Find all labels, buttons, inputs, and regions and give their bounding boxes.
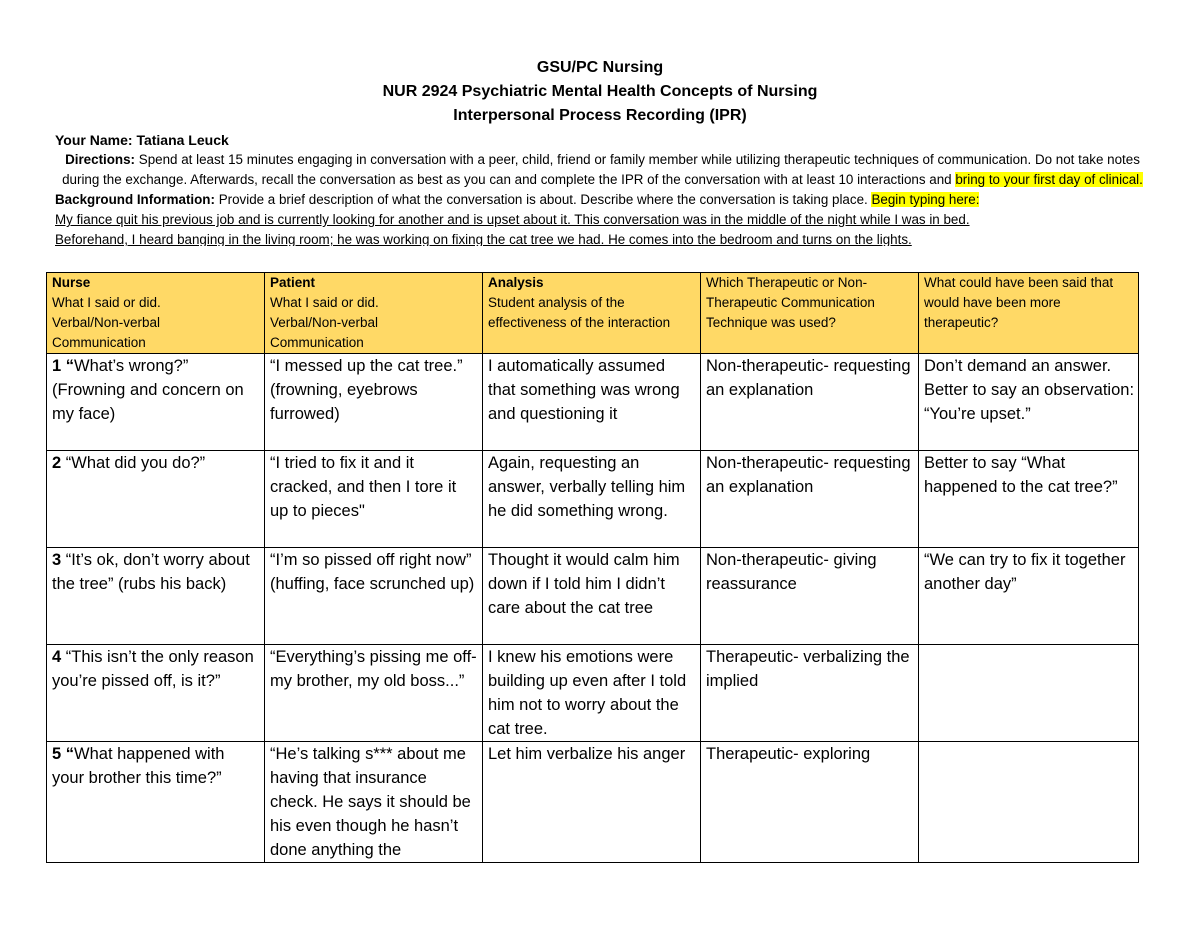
- directions-label: Directions:: [65, 152, 136, 167]
- cell-better-response: [919, 645, 1139, 742]
- title-line-3: Interpersonal Process Recording (IPR): [453, 107, 747, 124]
- cell-nurse: 3 “It’s ok, don’t worry about the tree” (rubs his back): [47, 548, 265, 645]
- table-row: [47, 742, 1139, 863]
- ipr-table: [46, 272, 1139, 863]
- cell-nurse: 4 “This isn’t the only reason you’re pissed off, is it?”: [47, 645, 265, 742]
- cell-patient: “I tried to fix it and it cracked, and then I tore it up to pieces": [265, 451, 483, 548]
- table-row: [47, 645, 1139, 742]
- cell-better-response: Better to say “What happened to the cat tree?”: [919, 451, 1139, 548]
- info-section: [55, 130, 1145, 246]
- cell-analysis: I automatically assumed that something was wrong and questioning it: [483, 354, 701, 451]
- cell-nurse: 2 “What did you do?”: [47, 451, 265, 548]
- table-row: [47, 354, 1139, 451]
- cell-analysis: Thought it would calm him down if I told him I didn’t care about the cat tree: [483, 548, 701, 645]
- table-row: [47, 548, 1139, 645]
- cell-better-response: Don’t demand an answer. Better to say an observation: “You’re upset.”: [919, 354, 1139, 451]
- column-header-technique: Which Therapeutic or Non-Therapeutic Communication Technique was used?: [701, 273, 919, 354]
- column-header-better-response: What could have been said that would have been more therapeutic?: [919, 273, 1139, 354]
- cell-patient: “He’s talking s*** about me having that insurance check. He says it should be his even though he hasn’t done anything the: [265, 742, 483, 863]
- background-info: [55, 190, 1145, 210]
- student-name: Tatiana Leuck: [136, 132, 229, 148]
- table-header-row: [47, 273, 1139, 354]
- background-highlight: Begin typing here:: [871, 192, 980, 207]
- student-name-line: [55, 130, 1145, 150]
- column-header-patient: Patient What I said or did. Verbal/Non-verbal Communication: [265, 273, 483, 354]
- cell-patient: “Everything’s pissing me off- my brother, my old boss...”: [265, 645, 483, 742]
- column-header-analysis: Analysis Student analysis of the effectiveness of the interaction: [483, 273, 701, 354]
- directions-highlight: bring to your first day of clinical.: [955, 172, 1143, 187]
- directions: [55, 150, 1145, 190]
- cell-analysis: Again, requesting an answer, verbally telling him he did something wrong.: [483, 451, 701, 548]
- title-line-1: GSU/PC Nursing: [536, 59, 664, 76]
- cell-analysis: I knew his emotions were building up even after I told him not to worry about the cat tree.: [483, 645, 701, 742]
- cell-technique: Therapeutic- verbalizing the implied: [701, 645, 919, 742]
- cell-technique: Non-therapeutic- requesting an explanation: [701, 354, 919, 451]
- cell-technique: Non-therapeutic- giving reassurance: [701, 548, 919, 645]
- table-row: [47, 451, 1139, 548]
- background-instructions: Provide a brief description of what the conversation is about. Describe where the conversation is taking place.: [218, 192, 868, 207]
- cell-patient: “I messed up the cat tree.” (frowning, eyebrows furrowed): [265, 354, 483, 451]
- cell-analysis: Let him verbalize his anger: [483, 742, 701, 863]
- directions-text: Spend at least 15 minutes engaging in conversation with a peer, child, friend or family member while utilizing therapeutic techniques of communication. Do not take notes during the exchange. Afterwards, recall the conversation as best as you can and complete the IPR of the conversation with at least 10 interactions and: [62, 152, 1140, 187]
- cell-patient: “I’m so pissed off right now” (huffing, face scrunched up): [265, 548, 483, 645]
- cell-nurse: 5 “What happened with your brother this time?”: [47, 742, 265, 863]
- cell-technique: Therapeutic- exploring: [701, 742, 919, 863]
- column-header-nurse: Nurse What I said or did. Verbal/Non-verbal Communication: [47, 273, 265, 354]
- document-title: [0, 56, 1200, 128]
- background-text-line-2: Beforehand, I heard banging in the living room; he was working on fixing the cat tree we had. He comes into the bedroom and turns on the lights.: [55, 232, 912, 246]
- cell-better-response: “We can try to fix it together another day”: [919, 548, 1139, 645]
- cell-technique: Non-therapeutic- requesting an explanation: [701, 451, 919, 548]
- cell-nurse: 1 “What’s wrong?” (Frowning and concern on my face): [47, 354, 265, 451]
- background-label: Background Information:: [55, 192, 215, 207]
- title-line-2: NUR 2924 Psychiatric Mental Health Concepts of Nursing: [382, 83, 818, 100]
- background-text-line-1: My fiance quit his previous job and is currently looking for another and is upset about it. This conversation was in the middle of the night while I was in bed.: [55, 212, 970, 227]
- name-label: Your Name:: [55, 132, 133, 148]
- cell-better-response: [919, 742, 1139, 863]
